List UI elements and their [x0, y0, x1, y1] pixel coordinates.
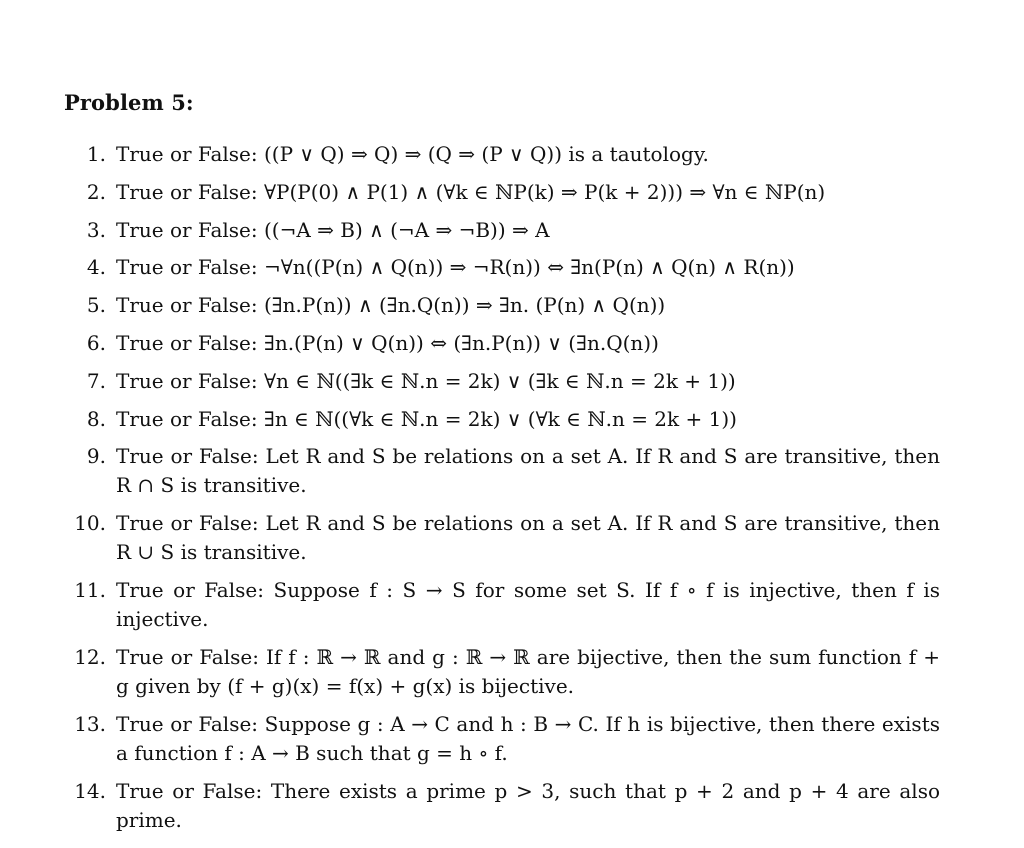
item-text: True or False: (∃n.P(n)) ∧ (∃n.Q(n)) ⇒ ∃n. (P(n) ∧ Q(n)) [116, 293, 666, 318]
problem-item-6 [0, 329, 1024, 367]
item-text: True or False: Suppose f : S → S for some set S. If f ∘ f is injective, then f is injective. [116, 578, 940, 632]
item-text: True or False: If f : ℝ → ℝ and g : ℝ → ℝ are bijective, then the sum function f + g given by (f + g)(x) = f(x) + g(x) is bijective. [116, 645, 940, 699]
item-number: 8. [86, 406, 106, 431]
item-number: 11. [74, 578, 106, 603]
item-number: 14. [74, 779, 106, 804]
item-number: 12. [74, 645, 106, 670]
problem-item-4 [0, 253, 1024, 291]
item-text: True or False: ∃n.(P(n) ∨ Q(n)) ⇔ (∃n.P(n)) ∨ (∃n.Q(n)) [116, 330, 659, 355]
problem-item-8 [0, 405, 1024, 443]
item-number: 5. [86, 293, 106, 318]
item-number: 10. [74, 511, 106, 536]
problem-item-1 [0, 140, 1024, 178]
problem-item-7 [0, 367, 1024, 405]
item-text: True or False: ∀P(P(0) ∧ P(1) ∧ (∀k ∈ ℕP(k) ⇒ P(k + 2))) ⇒ ∀n ∈ ℕP(n) [116, 179, 826, 204]
problem-item-14 [0, 777, 1024, 844]
problem-item-11 [0, 576, 1024, 643]
item-number: 9. [86, 444, 106, 469]
item-text: True or False: ((P ∨ Q) ⇒ Q) ⇒ (Q ⇒ (P ∨ Q)) is a tautology. [116, 142, 709, 166]
item-number: 3. [86, 217, 106, 242]
item-text: True or False: Suppose g : A → C and h : B → C. If h is bijective, then there exists a function f : A → B such that g = h ∘ f. [116, 712, 940, 766]
item-number: 6. [86, 330, 106, 355]
problem-item-12 [0, 643, 1024, 710]
item-text: True or False: ¬∀n((P(n) ∧ Q(n)) ⇒ ¬R(n)) ⇔ ∃n(P(n) ∧ Q(n) ∧ R(n)) [116, 255, 795, 280]
item-number: 2. [86, 179, 106, 204]
item-number: 4. [86, 255, 106, 280]
item-text: True or False: ∀n ∈ ℕ((∃k ∈ ℕ.n = 2k) ∨ (∃k ∈ ℕ.n = 2k + 1)) [116, 368, 736, 393]
problem-item-3 [0, 216, 1024, 254]
item-text: True or False: Let R and S be relations on a set A. If R and S are transitive, then R ∪ S is transitive. [116, 511, 940, 565]
item-number: 13. [74, 712, 106, 737]
item-number: 7. [86, 368, 106, 393]
item-text: True or False: ((¬A ⇒ B) ∧ (¬A ⇒ ¬B)) ⇒ A [116, 217, 550, 242]
problem-list [0, 140, 1024, 844]
problem-item-10 [0, 509, 1024, 576]
problem-item-13 [0, 710, 1024, 777]
item-text: True or False: There exists a prime p > 3, such that p + 2 and p + 4 are also prime. [116, 779, 940, 833]
item-text: True or False: Let R and S be relations on a set A. If R and S are transitive, then R ∩ S is transitive. [116, 444, 940, 498]
problem-title: Problem 5: [64, 90, 194, 115]
problem-item-5 [0, 291, 1024, 329]
item-number: 1. [86, 142, 106, 166]
problem-item-2 [0, 178, 1024, 216]
problem-item-9 [0, 442, 1024, 509]
item-text: True or False: ∃n ∈ ℕ((∀k ∈ ℕ.n = 2k) ∨ (∀k ∈ ℕ.n = 2k + 1)) [116, 406, 737, 431]
